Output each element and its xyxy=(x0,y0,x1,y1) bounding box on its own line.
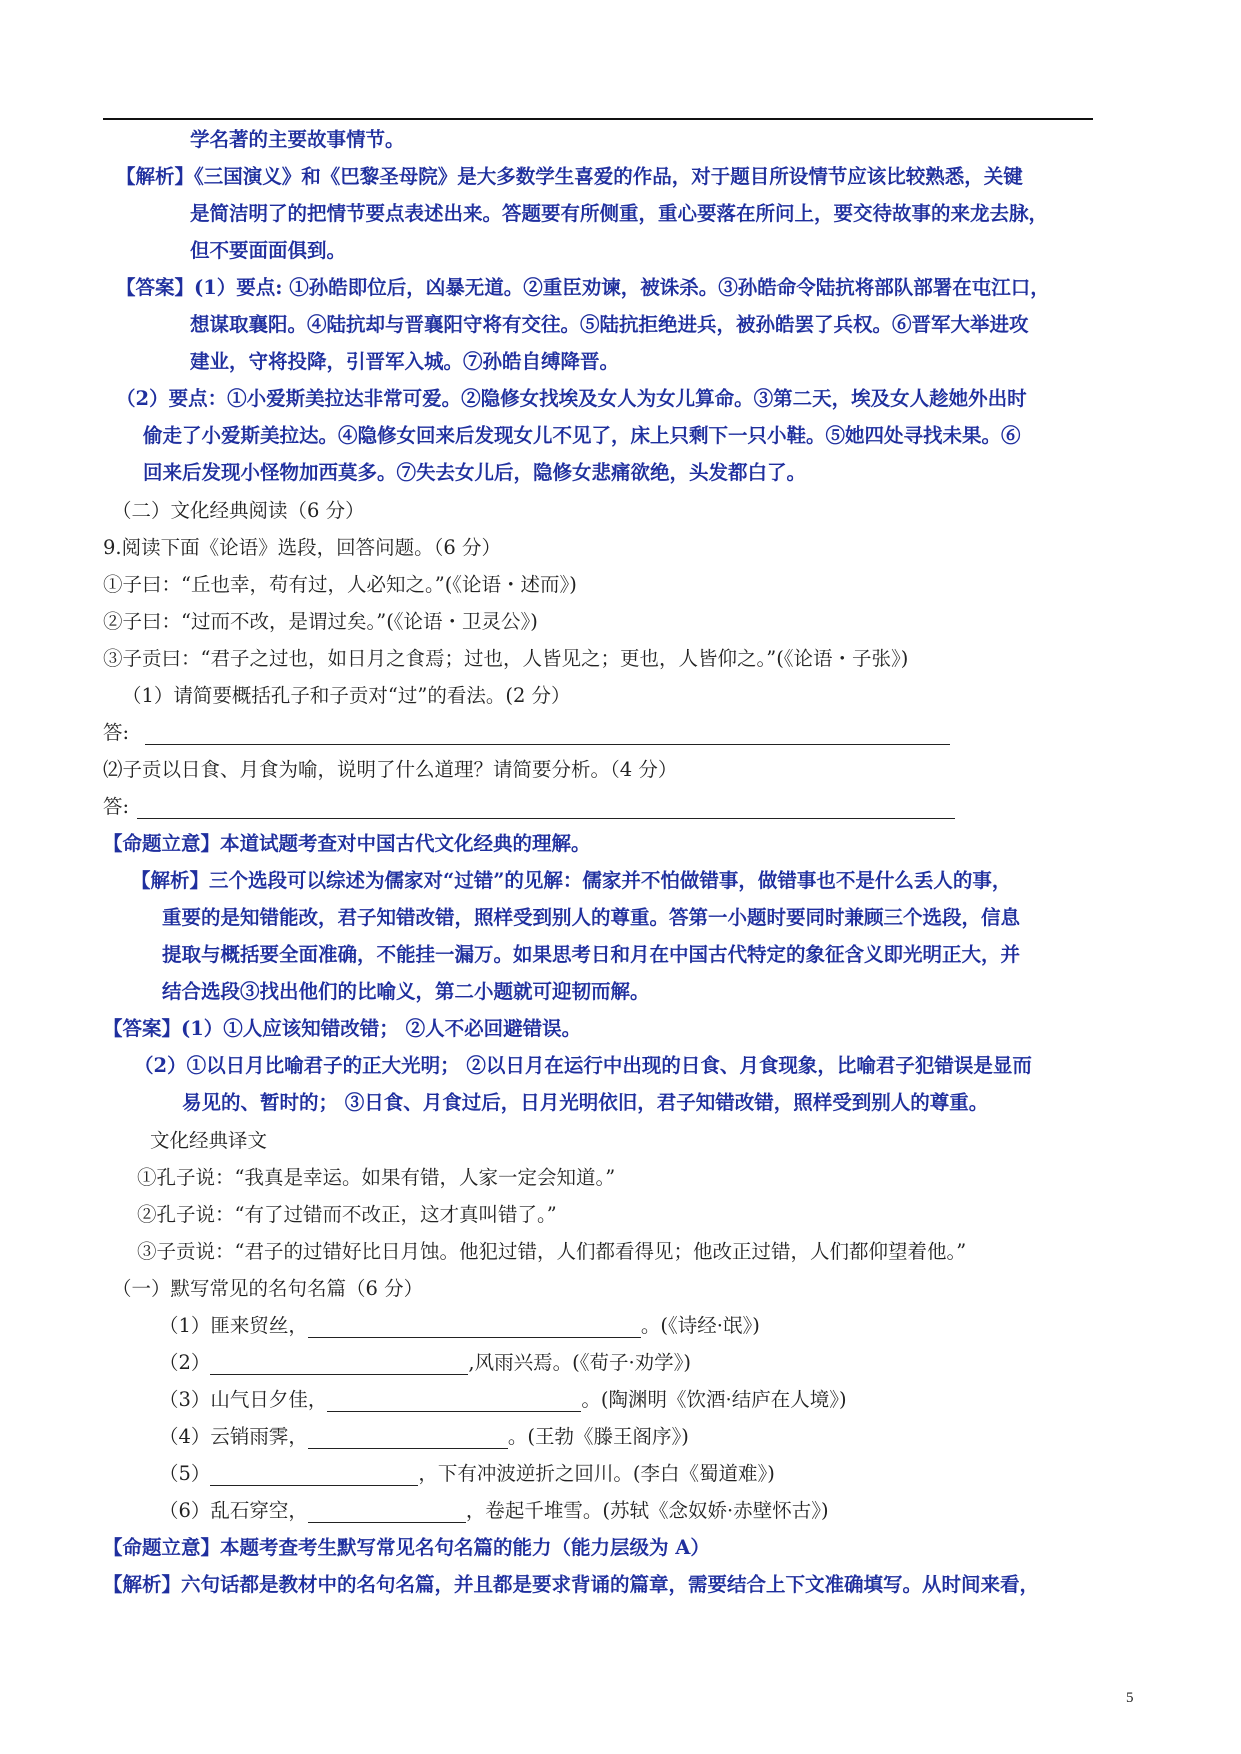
fill-item xyxy=(159,1424,689,1450)
fill-source: 。(陶渊明《饮酒·结庐在人境》) xyxy=(581,1388,847,1411)
fill-text: （3）山气日夕佳， xyxy=(159,1388,328,1411)
text-line: 提取与概括要全面准确，不能挂一漏万。如果思考日和月在中国古代特定的象征含义即光明正大，并 xyxy=(162,943,1021,966)
text-line: 偷走了小爱斯美拉达。④隐修女回来后发现女儿不见了，床上只剩下一只小鞋。⑤她四处寻找未果。⑥ xyxy=(143,424,1021,447)
fill-text: （6）乱石穿空， xyxy=(159,1499,308,1522)
sub-question: ⑵子贡以日食、月食为喻，说明了什么道理？请简要分析。（4 分） xyxy=(103,758,678,781)
answer-prompt xyxy=(103,794,955,820)
answer-label: 答: xyxy=(103,721,130,744)
answer-label: 答: xyxy=(103,795,130,818)
fill-text: （4）云销雨霁， xyxy=(159,1425,308,1448)
text-line: （2）①以日月比喻君子的正大光明； ②以日月在运行中出现的日食、月食现象，比喻君子犯错误是显而 xyxy=(134,1054,1032,1077)
sub-question: （1）请简要概括孔子和子贡对“过”的看法。(2 分） xyxy=(122,684,571,707)
fill-source: ,风雨兴焉。(《荀子·劝学》) xyxy=(468,1351,692,1374)
text-line: 重要的是知错能改，君子知错改错，照样受到别人的尊重。答第一小题时要同时兼顾三个选段，信息 xyxy=(162,906,1021,929)
translation-line: ①孔子说：“我真是幸运。如果有错，人家一定会知道。” xyxy=(137,1166,616,1189)
translation-line: ③子贡说：“君子的过错好比日月蚀。他犯过错，人们都看得见；他改正过错，人们都仰望着他。” xyxy=(137,1240,967,1263)
answer-prompt xyxy=(103,720,950,746)
text-line: 但不要面面俱到。 xyxy=(190,239,347,262)
fill-blank[interactable] xyxy=(327,1391,581,1412)
text-line: 建业，守将投降，引晋军入城。⑦孙皓自缚降晋。 xyxy=(190,350,620,373)
question-title: 9.阅读下面《论语》选段，回答问题。（6 分） xyxy=(103,536,501,559)
answer-blank[interactable] xyxy=(145,724,950,745)
fill-blank[interactable] xyxy=(308,1317,641,1338)
fill-blank[interactable] xyxy=(210,1354,468,1375)
fill-item xyxy=(159,1461,775,1487)
analysis-line: 【解析】《三国演义》和《巴黎圣母院》是大多数学生喜爱的作品，对于题目所设情节应该比较熟悉，关键 xyxy=(116,165,1023,188)
fill-source: ，下有冲波逆折之回川。(李白《蜀道难》) xyxy=(418,1462,775,1485)
fill-item xyxy=(159,1387,847,1413)
fill-source: 。(《诗经·氓》) xyxy=(640,1314,760,1337)
fill-item xyxy=(159,1350,691,1376)
text-line: 学名著的主要故事情节。 xyxy=(190,128,405,151)
answer-line: 【答案】(1）①人应该知错改错； ②人不必回避错误。 xyxy=(103,1017,582,1040)
page-number: 5 xyxy=(1126,1690,1134,1706)
analysis-line: 【解析】三个选段可以综述为儒家对“过错”的见解：儒家并不怕做错事，做错事也不是什么丢人的事， xyxy=(131,869,1012,892)
text-line: （2）要点：①小爱斯美拉达非常可爱。②隐修女找埃及女人为女儿算命。③第二天，埃及女人趁她外出时 xyxy=(116,387,1027,410)
section-heading: （二）文化经典阅读（6 分） xyxy=(112,499,365,522)
answer-line: 【答案】(1）要点: ①孙皓即位后，凶暴无道。②重臣劝谏，被诛杀。③孙皓命令陆抗将部队部署在屯江口， xyxy=(116,276,1050,299)
fill-text: （2） xyxy=(159,1351,211,1374)
text-line: 想谋取襄阳。④陆抗却与晋襄阳守将有交往。⑤陆抗拒绝进兵，被孙皓罢了兵权。⑥晋军大举进攻 xyxy=(190,313,1029,336)
fill-blank[interactable] xyxy=(308,1502,466,1523)
fill-source: 。(王勃《滕王阁序》) xyxy=(507,1425,689,1448)
answer-blank[interactable] xyxy=(137,798,955,819)
translation-heading: 文化经典译文 xyxy=(150,1129,268,1152)
fill-blank[interactable] xyxy=(210,1465,418,1486)
quote-line: ③子贡曰：“君子之过也，如日月之食焉；过也，人皆见之；更也，人皆仰之。”(《论语・子张》) xyxy=(103,647,909,670)
fill-item xyxy=(159,1313,760,1339)
fill-text: （1）匪来贸丝， xyxy=(159,1314,308,1337)
section-heading: （一）默写常见的名句名篇（6 分） xyxy=(112,1277,424,1300)
text-line: 易见的、暂时的； ③日食、月食过后，日月光明依旧，君子知错改错，照样受到别人的尊重。 xyxy=(182,1091,989,1114)
quote-line: ②子曰：“过而不改，是谓过矣。”(《论语・卫灵公》) xyxy=(103,610,538,633)
text-line: 回来后发现小怪物加西莫多。⑦失去女儿后，隐修女悲痛欲绝，头发都白了。 xyxy=(143,461,807,484)
analysis-line: 【解析】六句话都是教材中的名句名篇，并且都是要求背诵的篇章，需要结合上下文准确填写。从时间来看， xyxy=(103,1573,1040,1596)
text-line: 结合选段③找出他们的比喻义，第二小题就可迎韧而解。 xyxy=(162,980,650,1003)
intent-line: 【命题立意】本题考查考生默写常见名句名篇的能力（能力层级为 A） xyxy=(103,1536,710,1559)
fill-blank[interactable] xyxy=(308,1428,508,1449)
header-rule xyxy=(103,118,1093,120)
quote-line: ①子曰：“丘也幸，苟有过，人必知之。”(《论语・述而》) xyxy=(103,573,577,596)
fill-text: （5） xyxy=(159,1462,211,1485)
translation-line: ②孔子说：“有了过错而不改正，这才真叫错了。” xyxy=(137,1203,557,1226)
text-line: 是简洁明了的把情节要点表述出来。答题要有所侧重，重心要落在所问上，要交待故事的来龙去脉， xyxy=(190,202,1049,225)
intent-line: 【命题立意】本道试题考查对中国古代文化经典的理解。 xyxy=(103,832,591,855)
fill-source: ，卷起千堆雪。(苏轼《念奴娇·赤壁怀古》) xyxy=(465,1499,829,1522)
fill-item xyxy=(159,1498,829,1524)
